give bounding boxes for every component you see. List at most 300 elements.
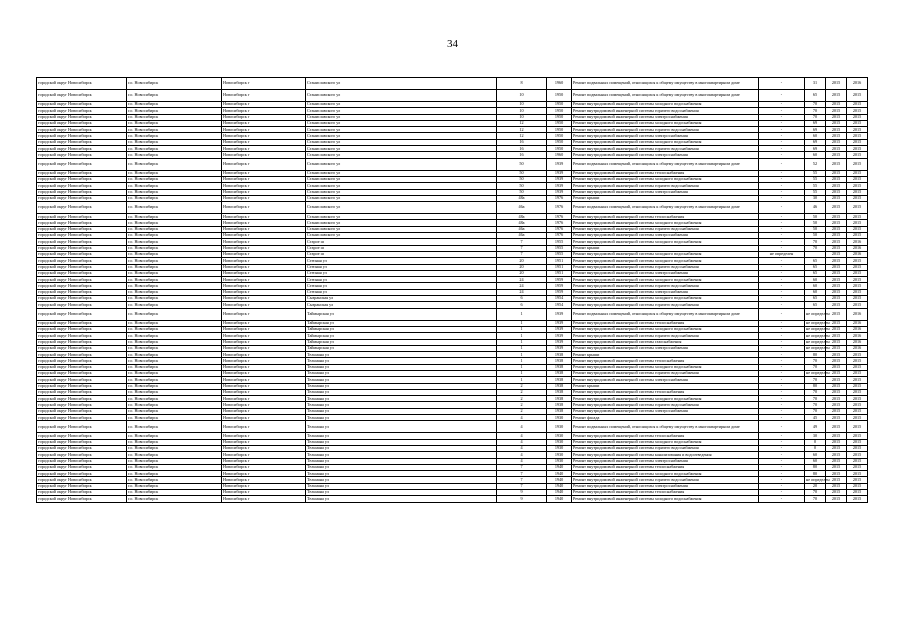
cell-cost: 70 (805, 402, 826, 408)
cell-y1: 2015 (826, 352, 847, 358)
cell-num: 7 (497, 239, 547, 245)
cell-c: Новосибирск г (222, 114, 306, 120)
cell-c: Новосибирск г (222, 90, 306, 102)
cell-num: 1 (497, 308, 547, 320)
cell-num: 7 (497, 251, 547, 257)
cell-y2: 2015 (847, 114, 868, 120)
cell-c: Новосибирск г (222, 421, 306, 433)
cell-dash: - (759, 302, 805, 308)
cell-c: Новосибирск г (222, 396, 306, 402)
cell-year: 1955 (547, 251, 572, 257)
cell-work: Ремонт внутридомовой инженерной системы горячего водоснабжения (572, 108, 759, 114)
cell-year: 1951 (547, 258, 572, 264)
cell-b: г.о. Новосибирск (127, 421, 222, 433)
cell-y1: 2015 (826, 490, 847, 496)
cell-num: 48а (497, 220, 547, 226)
cell-dash: - (759, 308, 805, 320)
cell-a: городской округ Новосибирск (37, 477, 127, 483)
cell-dash: - (759, 264, 805, 270)
cell-year: 1951 (547, 264, 572, 270)
cell-dash: - (759, 452, 805, 458)
cell-work: Ремонт подвальных помещений, относящихся к общему имуществу в многоквартирном доме (572, 90, 759, 102)
cell-work: Ремонт фасада (572, 415, 759, 421)
cell-y2: 2015 (847, 108, 868, 114)
cell-cost: 69 (805, 120, 826, 126)
cell-street: Тельмана ул (306, 452, 497, 458)
cell-dash: - (759, 220, 805, 226)
cell-year: 1950 (547, 114, 572, 120)
cell-year: 1951 (547, 270, 572, 276)
cell-dash: - (759, 296, 805, 302)
cell-cost: 60 (805, 452, 826, 458)
cell-b: г.о. Новосибирск (127, 114, 222, 120)
cell-dash: - (759, 364, 805, 370)
cell-c: Новосибирск г (222, 483, 306, 489)
cell-num: 1 (497, 345, 547, 351)
cell-dash: - (759, 120, 805, 126)
cell-street: Станиславского ул (306, 78, 497, 90)
cell-c: Новосибирск г (222, 464, 306, 470)
cell-y1: 2015 (826, 183, 847, 189)
cell-a: городской округ Новосибирск (37, 146, 127, 152)
cell-c: Новосибирск г (222, 320, 306, 326)
cell-street: Степная ул (306, 283, 497, 289)
cell-year: 1939 (547, 333, 572, 339)
cell-b: г.о. Новосибирск (127, 152, 222, 158)
cell-num: 7 (497, 245, 547, 251)
cell-dash: - (759, 358, 805, 364)
cell-c: Новосибирск г (222, 452, 306, 458)
cell-cost: 69 (805, 127, 826, 133)
cell-c: Новосибирск г (222, 245, 306, 251)
cell-street: Тельмана ул (306, 383, 497, 389)
cell-dash: - (759, 78, 805, 90)
cell-num: 24 (497, 289, 547, 295)
cell-num: 16 (497, 146, 547, 152)
cell-cost: 60 (805, 458, 826, 464)
cell-dash: - (759, 339, 805, 345)
cell-work: Ремонт внутридомовой инженерной системы электроснабжения (572, 345, 759, 351)
cell-cost: 46 (805, 202, 826, 214)
cell-year: 1950 (547, 146, 572, 152)
cell-dash: - (759, 396, 805, 402)
cell-y1: 2015 (826, 220, 847, 226)
cell-c: Новосибирск г (222, 251, 306, 257)
cell-y2: 2015 (847, 283, 868, 289)
cell-cost: не определен (806, 476, 830, 482)
cell-a: городской округ Новосибирск (37, 233, 127, 239)
cell-c: Новосибирск г (222, 308, 306, 320)
cell-y1: 2015 (826, 158, 847, 170)
cell-y1: 2015 (826, 445, 847, 451)
cell-b: г.о. Новосибирск (127, 296, 222, 302)
cell-c: Новосибирск г (222, 326, 306, 332)
cell-b: г.о. Новосибирск (127, 146, 222, 152)
cell-b: г.о. Новосибирск (127, 471, 222, 477)
cell-a: городской округ Новосибирск (37, 383, 127, 389)
cell-b: г.о. Новосибирск (127, 189, 222, 195)
cell-y2: 2015 (847, 258, 868, 264)
cell-y1: 2015 (826, 214, 847, 220)
cell-year: 1954 (547, 296, 572, 302)
cell-dash: - (759, 127, 805, 133)
cell-dash: - (759, 433, 805, 439)
cell-num: 10 (497, 114, 547, 120)
cell-c: Новосибирск г (222, 345, 306, 351)
cell-b: г.о. Новосибирск (127, 102, 222, 108)
cell-cost: 80 (805, 464, 826, 470)
cell-y1: 2015 (826, 389, 847, 395)
cell-b: г.о. Новосибирск (127, 433, 222, 439)
cell-street: Станиславского ул (306, 127, 497, 133)
cell-year: 1950 (547, 127, 572, 133)
cell-num: 6 (497, 302, 547, 308)
cell-street: Тельмана ул (306, 377, 497, 383)
cell-street: Станиславского ул (306, 202, 497, 214)
cell-street: Станиславского ул (306, 108, 497, 114)
cell-num: 9 (497, 496, 547, 502)
cell-b: г.о. Новосибирск (127, 326, 222, 332)
cell-street: Станиславского ул (306, 90, 497, 102)
cell-work: Ремонт внутридомовой инженерной системы холодного водоснабжения (572, 120, 759, 126)
cell-y2: 2016 (847, 308, 868, 320)
cell-y1: 2015 (826, 464, 847, 470)
cell-y1: 2015 (826, 283, 847, 289)
cell-year: 1940 (547, 483, 572, 489)
cell-b: г.о. Новосибирск (127, 408, 222, 414)
cell-cost: 70 (805, 389, 826, 395)
cell-cost: 60 (805, 277, 826, 283)
cell-c: Новосибирск г (222, 127, 306, 133)
cell-dash: - (759, 383, 805, 389)
cell-work: Ремонт внутридомовой инженерной системы электроснабжения (572, 152, 759, 158)
cell-b: г.о. Новосибирск (127, 302, 222, 308)
cell-y2: 2015 (847, 352, 868, 358)
cell-a: городской округ Новосибирск (37, 170, 127, 176)
cell-year: 1940 (547, 490, 572, 496)
cell-work: Ремонт внутридомовой инженерной системы холодного водоснабжения (572, 176, 759, 182)
cell-street: Таймырская ул (306, 308, 497, 320)
table-row (37, 78, 868, 90)
cell-year: 1939 (547, 326, 572, 332)
cell-num: 4 (497, 421, 547, 433)
cell-dash: - (759, 102, 805, 108)
cell-num: 10 (497, 108, 547, 114)
cell-y1: 2015 (826, 415, 847, 421)
cell-y1: 2015 (826, 433, 847, 439)
cell-street: Тельмана ул (306, 464, 497, 470)
cell-dash: - (759, 114, 805, 120)
cell-num: 6 (497, 296, 547, 302)
cell-a: городской округ Новосибирск (37, 439, 127, 445)
cell-cost: 30 (805, 195, 826, 201)
cell-street: Степная ул (306, 277, 497, 283)
cell-work: Ремонт внутридомовой инженерной системы горячего водоснабжения (572, 146, 759, 152)
cell-cost: 70 (805, 490, 826, 496)
cell-num: 16 (497, 139, 547, 145)
cell-cost: 55 (805, 183, 826, 189)
cell-dash: - (759, 352, 805, 358)
cell-y1: 2015 (826, 146, 847, 152)
cell-dash: - (759, 245, 805, 251)
cell-dash: - (759, 408, 805, 414)
cell-year: 1938 (547, 370, 572, 376)
cell-dash: - (759, 477, 805, 483)
cell-y1: 2015 (826, 377, 847, 383)
cell-cost: 70 (805, 408, 826, 414)
cell-c: Новосибирск г (222, 146, 306, 152)
cell-c: Новосибирск г (222, 477, 306, 483)
cell-work: Ремонт внутридомовой инженерной системы электроснабжения (572, 483, 759, 489)
cell-dash: - (759, 108, 805, 114)
cell-street: Станиславского ул (306, 176, 497, 182)
cell-b: г.о. Новосибирск (127, 202, 222, 214)
cell-year: 1930 (547, 452, 572, 458)
cell-street: Станиславского ул (306, 189, 497, 195)
cell-y1: 2015 (826, 289, 847, 295)
cell-b: г.о. Новосибирск (127, 352, 222, 358)
cell-cost: 69 (805, 146, 826, 152)
cell-b: г.о. Новосибирск (127, 358, 222, 364)
cell-c: Новосибирск г (222, 389, 306, 395)
cell-num: 4 (497, 415, 547, 421)
cell-y2: 2015 (847, 220, 868, 226)
cell-c: Новосибирск г (222, 302, 306, 308)
cell-a: городской округ Новосибирск (37, 289, 127, 295)
cell-a: городской округ Новосибирск (37, 415, 127, 421)
cell-work: Ремонт внутридомовой инженерной системы теплоснабжения (572, 389, 759, 395)
cell-num: 2 (497, 408, 547, 414)
cell-street: Тельмана ул (306, 421, 497, 433)
cell-num: 7 (497, 483, 547, 489)
cell-work: Ремонт внутридомовой инженерной системы холодного водоснабжения (572, 326, 759, 332)
cell-street: Тельмана ул (306, 352, 497, 358)
cell-year: 1950 (547, 139, 572, 145)
cell-y2: 2015 (847, 170, 868, 176)
cell-work: Ремонт внутридомовой инженерной системы электроснабжения (572, 377, 759, 383)
cell-street: Старое ш (306, 245, 497, 251)
cell-b: г.о. Новосибирск (127, 452, 222, 458)
cell-work: Ремонт внутридомовой инженерной системы горячего водоснабжения (572, 283, 759, 289)
cell-dash: - (759, 189, 805, 195)
cell-b: г.о. Новосибирск (127, 78, 222, 90)
cell-dash: - (759, 289, 805, 295)
cell-y1: 2015 (826, 78, 847, 90)
cell-a: городской округ Новосибирск (37, 277, 127, 283)
cell-year: 1960 (547, 152, 572, 158)
cell-year: 1940 (547, 477, 572, 483)
cell-a: городской округ Новосибирск (37, 364, 127, 370)
cell-year: 1930 (547, 415, 572, 421)
cell-a: городской округ Новосибирск (37, 333, 127, 339)
cell-y2: 2015 (847, 302, 868, 308)
cell-num: 2 (497, 396, 547, 402)
cell-dash: - (759, 402, 805, 408)
cell-year: 1976 (547, 226, 572, 232)
cell-b: г.о. Новосибирск (127, 120, 222, 126)
cell-y1: 2015 (826, 264, 847, 270)
cell-street: Степная ул (306, 264, 497, 270)
cell-street: Тельмана ул (306, 364, 497, 370)
cell-a: городской округ Новосибирск (37, 296, 127, 302)
cell-work: Ремонт крыши (572, 352, 759, 358)
cell-a: городской округ Новосибирск (37, 220, 127, 226)
cell-c: Новосибирск г (222, 202, 306, 214)
cell-street: Станиславского ул (306, 152, 497, 158)
cell-y1: 2015 (826, 408, 847, 414)
cell-c: Новосибирск г (222, 78, 306, 90)
cell-y2: 2015 (847, 358, 868, 364)
cell-street: Станиславского ул (306, 220, 497, 226)
cell-street: Станиславского ул (306, 233, 497, 239)
cell-num: 46а (497, 202, 547, 214)
cell-year: 1939 (547, 170, 572, 176)
cell-b: г.о. Новосибирск (127, 283, 222, 289)
cell-a: городской округ Новосибирск (37, 127, 127, 133)
cell-c: Новосибирск г (222, 283, 306, 289)
cell-y1: 2015 (826, 139, 847, 145)
cell-year: 1940 (547, 496, 572, 502)
cell-street: Таймырская ул (306, 333, 497, 339)
cell-dash: - (759, 195, 805, 201)
cell-c: Новосибирск г (222, 439, 306, 445)
cell-work: Ремонт внутридомовой инженерной системы электроснабжения (572, 408, 759, 414)
cell-b: г.о. Новосибирск (127, 220, 222, 226)
cell-b: г.о. Новосибирск (127, 439, 222, 445)
cell-y2: 2015 (847, 408, 868, 414)
cell-y1: 2015 (826, 176, 847, 182)
cell-work: Ремонт внутридомовой инженерной системы электроснабжения (572, 270, 759, 276)
cell-num: 20 (497, 258, 547, 264)
cell-c: Новосибирск г (222, 226, 306, 232)
repair-program-table (36, 77, 868, 503)
cell-num: 50 (497, 158, 547, 170)
cell-b: г.о. Новосибирск (127, 245, 222, 251)
cell-work: Ремонт внутридомовой инженерной системы холодного водоснабжения (572, 296, 759, 302)
cell-cost: 80 (805, 352, 826, 358)
cell-dash: - (759, 377, 805, 383)
cell-a: городской округ Новосибирск (37, 133, 127, 139)
cell-c: Новосибирск г (222, 433, 306, 439)
cell-num: 1 (497, 352, 547, 358)
cell-work: Ремонт внутридомовой инженерной системы горячего водоснабжения (572, 302, 759, 308)
cell-b: г.о. Новосибирск (127, 289, 222, 295)
cell-b: г.о. Новосибирск (127, 183, 222, 189)
cell-y2: 2015 (847, 445, 868, 451)
cell-dash: - (759, 176, 805, 182)
cell-street: Тельмана ул (306, 402, 497, 408)
cell-street: Станиславского ул (306, 214, 497, 220)
cell-c: Новосибирск г (222, 183, 306, 189)
cell-c: Новосибирск г (222, 195, 306, 201)
cell-work: Ремонт внутридомовой инженерной системы холодного водоснабжения (572, 496, 759, 502)
cell-street: Тельмана ул (306, 396, 497, 402)
cell-y2: 2015 (847, 158, 868, 170)
cell-dash: - (759, 471, 805, 477)
cell-work: Ремонт внутридомовой инженерной системы электроснабжения (572, 233, 759, 239)
cell-street: Станиславского ул (306, 114, 497, 120)
cell-year: 1959 (547, 289, 572, 295)
cell-work: Ремонт внутридомовой инженерной системы канализования и водоотведения (572, 452, 759, 458)
cell-year: 1938 (547, 377, 572, 383)
cell-y1: 2015 (826, 333, 847, 339)
cell-year: 1938 (547, 408, 572, 414)
cell-c: Новосибирск г (222, 402, 306, 408)
cell-work: Ремонт подвальных помещений, относящихся к общему имуществу в многоквартирном доме (572, 308, 759, 320)
cell-cost: 55 (805, 170, 826, 176)
cell-a: городской округ Новосибирск (37, 120, 127, 126)
cell-work: Ремонт крыши (572, 195, 759, 201)
cell-a: городской округ Новосибирск (37, 326, 127, 332)
cell-work: Ремонт внутридомовой инженерной системы электроснабжения (572, 289, 759, 295)
cell-y1: 2015 (826, 296, 847, 302)
table-body (37, 78, 868, 503)
cell-num: 2 (497, 389, 547, 395)
cell-year: 1976 (547, 214, 572, 220)
cell-work: Ремонт крыши (572, 245, 759, 251)
cell-c: Новосибирск г (222, 176, 306, 182)
cell-num: 1 (497, 339, 547, 345)
cell-dash: - (759, 445, 805, 451)
cell-work: Ремонт внутридомовой инженерной системы газоснабжения (572, 339, 759, 345)
cell-y1: 2015 (826, 258, 847, 264)
cell-y1: 2015 (826, 189, 847, 195)
cell-year: 1954 (547, 302, 572, 308)
cell-num: 4 (497, 439, 547, 445)
cell-cost: 50 (805, 220, 826, 226)
cell-b: г.о. Новосибирск (127, 402, 222, 408)
cell-street: Станиславского ул (306, 146, 497, 152)
cell-work: Ремонт внутридомовой инженерной системы холодного водоснабжения (572, 277, 759, 283)
cell-cost: 60 (805, 289, 826, 295)
cell-num: 9 (497, 490, 547, 496)
cell-a: городской округ Новосибирск (37, 239, 127, 245)
cell-street: Тельмана ул (306, 370, 497, 376)
cell-cost: 65 (805, 264, 826, 270)
cell-a: городской округ Новосибирск (37, 152, 127, 158)
cell-num: 24 (497, 283, 547, 289)
cell-y2: 2015 (847, 120, 868, 126)
cell-y1: 2015 (826, 308, 847, 320)
cell-year: 1930 (547, 458, 572, 464)
cell-year: 1950 (547, 108, 572, 114)
cell-cost: 69 (805, 139, 826, 145)
table-row (37, 158, 868, 170)
cell-y2: 2015 (847, 496, 868, 502)
cell-b: г.о. Новосибирск (127, 133, 222, 139)
cell-dash: не определен (759, 251, 805, 257)
cell-dash: - (759, 483, 805, 489)
cell-street: Станиславского ул (306, 133, 497, 139)
cell-y1: 2015 (826, 339, 847, 345)
cell-cost: 52 (805, 158, 826, 170)
cell-b: г.о. Новосибирск (127, 214, 222, 220)
cell-c: Новосибирск г (222, 296, 306, 302)
cell-y1: 2015 (826, 483, 847, 489)
cell-y1: 2015 (826, 302, 847, 308)
cell-a: городской округ Новосибирск (37, 352, 127, 358)
cell-cost: 65 (805, 296, 826, 302)
cell-y2: 2015 (847, 277, 868, 283)
cell-y2: 2015 (847, 490, 868, 496)
cell-a: городской округ Новосибирск (37, 339, 127, 345)
cell-dash: - (759, 270, 805, 276)
cell-num: 48а (497, 214, 547, 220)
cell-street: Тельмана ул (306, 477, 497, 483)
cell-cost: не определен (806, 338, 830, 344)
cell-a: городской округ Новосибирск (37, 458, 127, 464)
cell-dash: - (759, 152, 805, 158)
